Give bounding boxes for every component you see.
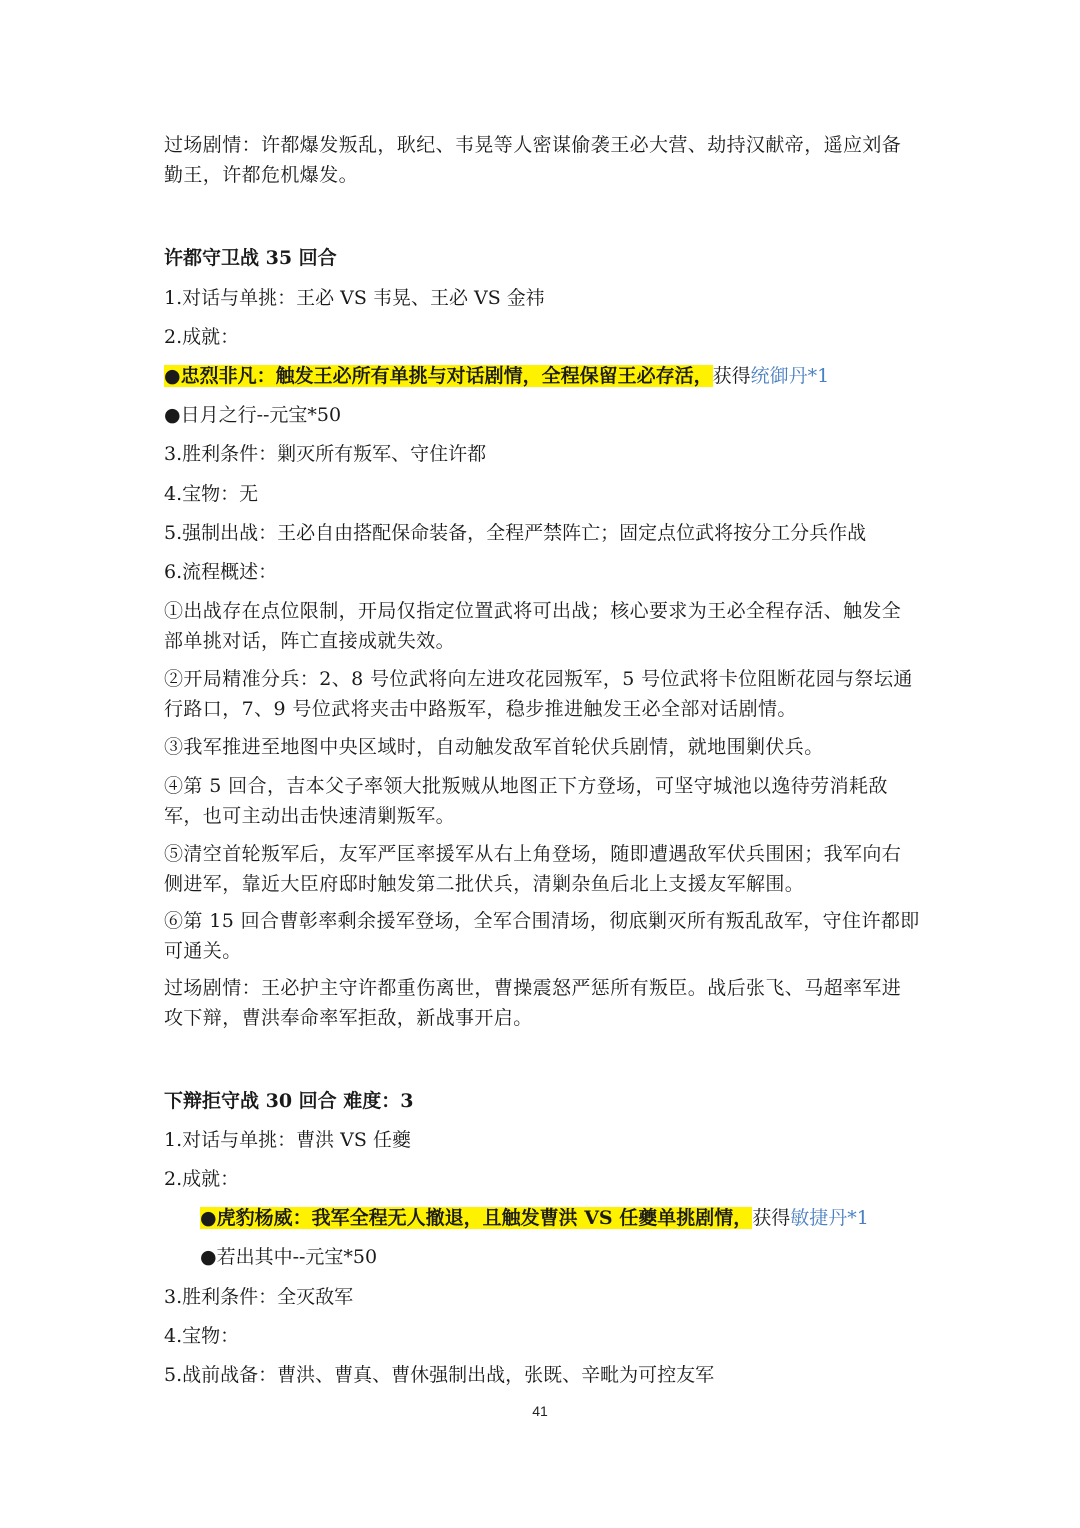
flow-step-4: ④第 5 回合，吉本父子率领大批叛贼从地图正下方登场，可坚守城池以逸待劳消耗敌军，也可主动出击快速清剿叛军。 bbox=[164, 775, 888, 827]
battle2-heading: 下辩拒守战 30 回合 难度：3 bbox=[164, 1090, 414, 1112]
battle2-dialog: 1.对话与单挑：曹洪 VS 任夔 bbox=[164, 1129, 411, 1151]
reward-prefix: 获得 bbox=[752, 1207, 791, 1229]
battle2-treasure: 4.宝物： bbox=[164, 1325, 240, 1347]
battle1-treasure: 4.宝物：无 bbox=[164, 483, 259, 505]
page-number: 41 bbox=[532, 1403, 548, 1419]
reward-link[interactable]: 统御丹*1 bbox=[750, 365, 830, 387]
intro-cutscene-text: 过场剧情：许都爆发叛乱，耿纪、韦晃等人密谋偷袭王必大营、劫持汉献帝，遥应刘备勤王，许都危机爆发。 bbox=[164, 134, 902, 186]
flow-step-5: ⑤清空首轮叛军后，友军严匡率援军从右上角登场，随即遭遇敌军伏兵围困；我军向右侧进军，靠近大臣府邸时触发第二批伏兵，清剿杂鱼后北上支援友军解围。 bbox=[164, 843, 902, 895]
flow-step-6: ⑥第 15 回合曹彰率剩余援军登场，全军合围清场，彻底剿灭所有叛乱敌军，守住许都即可通关。 bbox=[164, 910, 920, 962]
highlighted-text: ●忠烈非凡：触发王必所有单挑与对话剧情，全程保留王必存活， bbox=[164, 365, 713, 387]
outro-cutscene-text: 过场剧情：王必护主守许都重伤离世，曹操震怒严惩所有叛臣。战后张飞、马超率军进攻下辩，曹洪奉命率军拒敌，新战事开启。 bbox=[164, 977, 902, 1029]
battle1-achievement-1 bbox=[164, 361, 920, 391]
flow-step-2: ②开局精准分兵：2、8 号位武将向左进攻花园叛军，5 号位武将卡位阻断花园与祭坛通行路口，7、9 号位武将夹击中路叛军，稳步推进触发王必全部对话剧情。 bbox=[164, 668, 913, 720]
battle2-victory-condition: 3.胜利条件：全灭敌军 bbox=[164, 1286, 354, 1308]
flow-step-3: ③我军推进至地图中央区域时，自动触发敌军首轮伏兵剧情，就地围剿伏兵。 bbox=[164, 736, 824, 758]
battle2-achievement-1 bbox=[200, 1203, 956, 1233]
reward-prefix: 获得 bbox=[712, 365, 751, 387]
battle1-achievement-2: ●日月之行--元宝*50 bbox=[164, 404, 342, 426]
battle2-achievement-2: ●若出其中--元宝*50 bbox=[200, 1246, 378, 1268]
reward-link[interactable]: 敏捷丹*1 bbox=[790, 1207, 869, 1229]
battle1-achievement-label: 2.成就： bbox=[164, 326, 240, 348]
highlighted-text: ●虎豹杨威：我军全程无人撤退，且触发曹洪 VS 任夔单挑剧情， bbox=[200, 1207, 753, 1229]
flow-step-1: ①出战存在点位限制，开局仅指定位置武将可出战；核心要求为王必全程存活、触发全部单挑对话，阵亡直接成就失效。 bbox=[164, 600, 902, 652]
battle1-forced-deploy: 5.强制出战：王必自由搭配保命装备，全程严禁阵亡；固定点位武将按分工分兵作战 bbox=[164, 522, 867, 544]
battle1-victory-condition: 3.胜利条件：剿灭所有叛军、守住许都 bbox=[164, 443, 487, 465]
battle1-heading: 许都守卫战 35 回合 bbox=[164, 247, 337, 269]
battle1-flow-label: 6.流程概述： bbox=[164, 561, 278, 583]
battle2-achievement-label: 2.成就： bbox=[164, 1168, 240, 1190]
battle2-prep: 5.战前战备：曹洪、曹真、曹休强制出战，张既、辛毗为可控友军 bbox=[164, 1364, 715, 1386]
battle1-dialog: 1.对话与单挑：王必 VS 韦晃、王必 VS 金祎 bbox=[164, 287, 545, 309]
